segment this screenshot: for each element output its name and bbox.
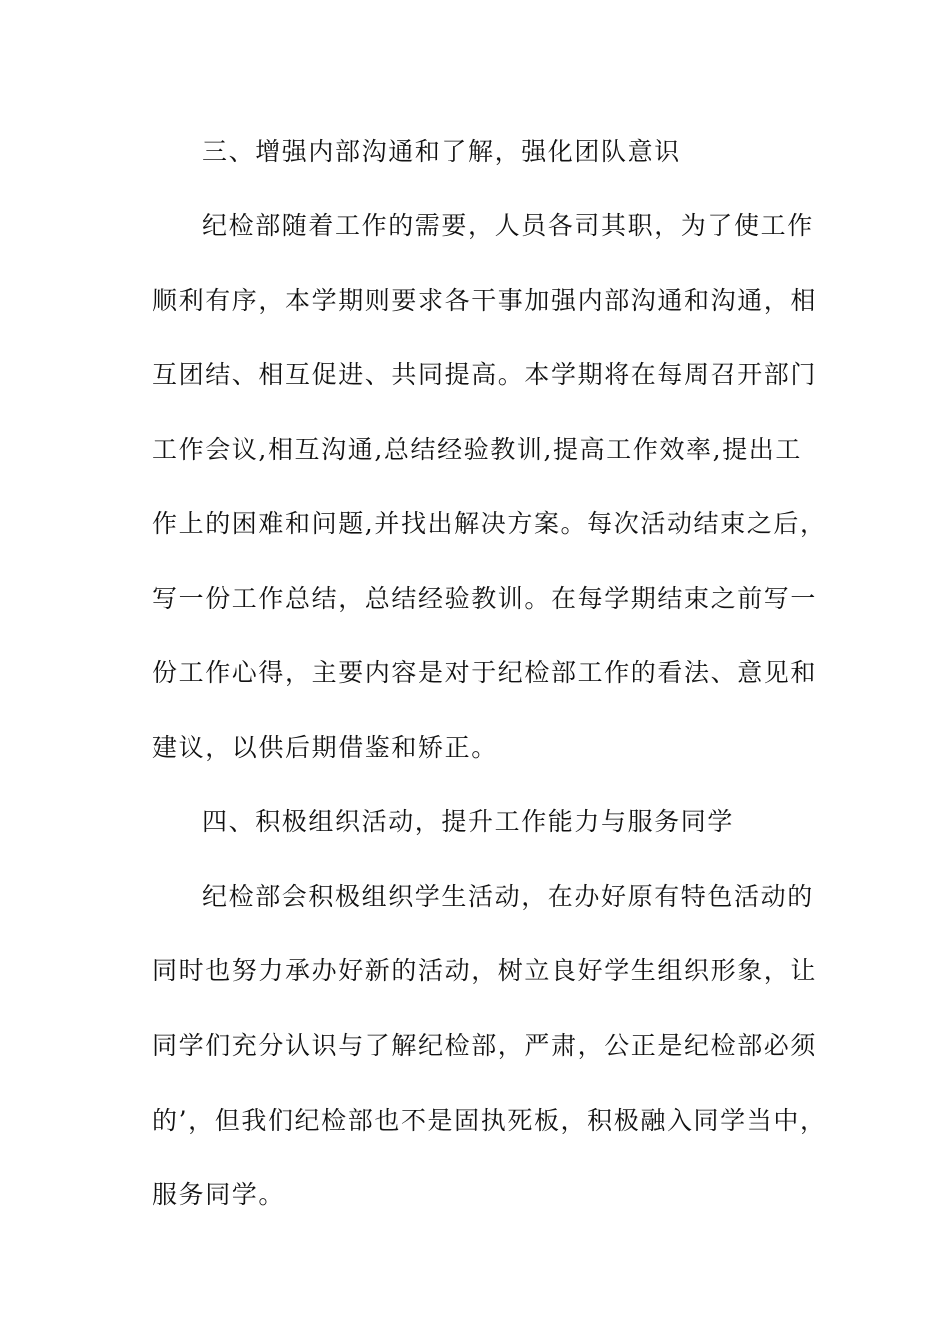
section-3-paragraph-line: 互团结、相互促进、共同提高。本学期将在每周召开部门	[152, 360, 818, 389]
section-4-heading: 四、积极组织活动，提升工作能力与服务同学	[202, 807, 735, 836]
section-3-paragraph-line: 工作会议,相互沟通,总结经验教训,提高工作效率,提出工	[152, 435, 802, 464]
section-4-paragraph-line: 同时也努力承办好新的活动，树立良好学生组织形象，让	[152, 956, 818, 985]
section-3-heading: 三、增强内部沟通和了解，强化团队意识	[202, 137, 681, 166]
section-3-paragraph-line: 顺利有序，本学期则要求各干事加强内部沟通和沟通，相	[152, 286, 818, 315]
section-3-paragraph-line: 作上的困难和问题,并找出解决方案。每次活动结束之后，	[152, 509, 827, 538]
section-3-paragraph-line: 写一份工作总结，总结经验教训。在每学期结束之前写一	[152, 584, 818, 613]
section-3-paragraph-line: 份工作心得，主要内容是对于纪检部工作的看法、意见和	[152, 658, 818, 687]
section-3-paragraph-line: 建议，以供后期借鉴和矫正。	[152, 733, 498, 762]
section-4-paragraph-line: 纪检部会积极组织学生活动，在办好原有特色活动的	[202, 882, 814, 911]
section-4-paragraph-line: 服务同学。	[152, 1180, 286, 1209]
section-4-paragraph-line: 的’，但我们纪检部也不是固执死板，积极融入同学当中，	[152, 1106, 827, 1135]
section-3-paragraph-line: 纪检部随着工作的需要，人员各司其职，为了使工作	[202, 211, 814, 240]
section-4-paragraph-line: 同学们充分认识与了解纪检部，严肃，公正是纪检部必须	[152, 1031, 818, 1060]
